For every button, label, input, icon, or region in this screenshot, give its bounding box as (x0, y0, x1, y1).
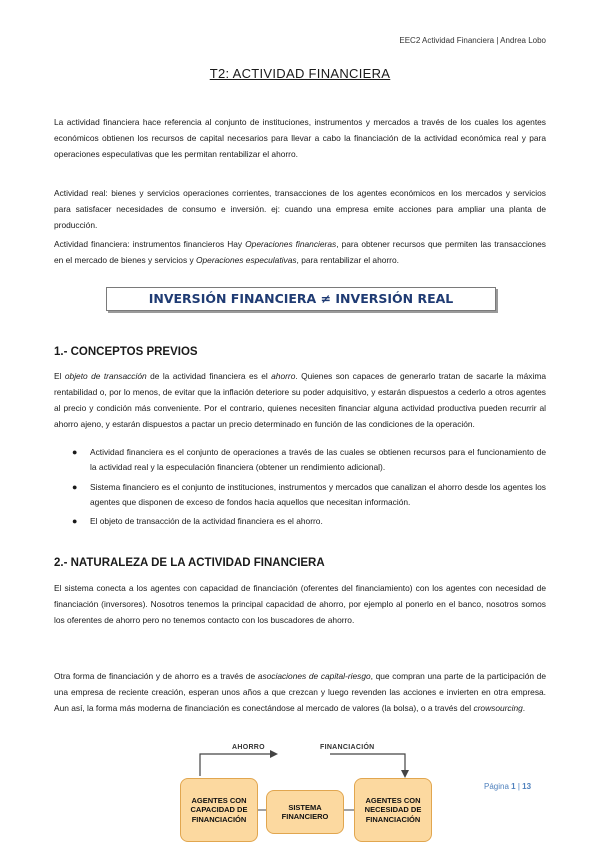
inversion-banner: INVERSIÓN FINANCIERA ≠ INVERSIÓN REAL (106, 287, 496, 311)
section-2-heading: 2.- NATURALEZA DE LA ACTIVIDAD FINANCIERA (54, 557, 325, 569)
bullet-icon: ● (72, 447, 78, 457)
sistema-financiero-box: SISTEMA FINANCIERO (266, 790, 344, 834)
intro-paragraph: La actividad financiera hace referencia al conjunto de instituciones, instrumentos y mercados a través de los cuales los agentes económicos obtienen los recursos de capital necesarios para llevar a cabo la financiación de la actividad económica real y para operaciones especulativas que les permitan rentabilizar el ahorro. (54, 117, 546, 159)
ahorro-label: AHORRO (232, 744, 265, 751)
section-1-heading: 1.- CONCEPTOS PREVIOS (54, 346, 198, 358)
section-2-paragraph-1: El sistema conecta a los agentes con capacidad de financiación (oferentes del financiamiento) con los agentes con necesidad de financiación (inversores). Nosotros tenemos la principal capacidad de ahorro, por ejemplo al ponerlo en el banco, nosotros somos los oferentes de ahorro pero no tenemos contacto con los buscadores de ahorro. (54, 583, 546, 625)
financial-flow-diagram (170, 740, 440, 848)
list-item: ● Actividad financiera es el conjunto de operaciones a través de las cuales se obtienen recursos para el funcionamiento de la actividad real y la especulación financiera (obtener un rendimiento adicional). (72, 447, 546, 473)
agentes-necesidad-box: AGENTES CON NECESIDAD DE FINANCIACIÓN (354, 778, 432, 842)
section-1-paragraph: El objeto de transacción de la actividad financiera es el ahorro. Quienes son capaces de generarlo tratan de sacarle la máxima rentabilidad o, por lo menos, de evitar que la inflación deteriore su poder adquisitivo, y estarán dispuestos a cederlo a otros agentes al precio y condición más conveniente. Por el contrario, quienes necesiten financiar alguna actividad productiva pueden recurrir al ahorro ajeno, y estarán dispuestos a pactar un precio determinado en función de las condiciones de la operación. (54, 371, 546, 429)
running-header: EEC2 Actividad Financiera | Andrea Lobo (399, 36, 546, 45)
actividad-real-paragraph: Actividad real: bienes y servicios operaciones corrientes, transacciones de los agentes económicos en los mercados y servicios para satisfacer necesidades de consumo e inversión. ej: cuando una empresa emite acciones para ampliar una planta de producción. (54, 188, 546, 230)
document-title: T2: ACTIVIDAD FINANCIERA (209, 66, 391, 81)
actividad-financiera-paragraph: Actividad financiera: instrumentos financieros Hay Operaciones financieras, para obtener recursos que permiten las transacciones en el mercado de bienes y servicios y Operaciones especulativas, para rentabilizar el ahorro. (54, 239, 546, 265)
bullet-icon: ● (72, 481, 78, 492)
page-number: Página 1 | 13 (484, 782, 532, 791)
agentes-capacidad-box: AGENTES CON CAPACIDAD DE FINANCIACIÓN (180, 778, 258, 842)
bullet-icon: ● (72, 516, 78, 527)
list-item: ● Sistema financiero es el conjunto de instituciones, instrumentos y mercados que canalizan el ahorro desde los agentes los agentes que disponen de exceso de fondos hacia aquellos que necesitan información. (72, 481, 546, 507)
concepts-list (54, 445, 546, 533)
financiacion-label: FINANCIACIÓN (320, 744, 375, 751)
list-item: ● El objeto de transacción de la actividad financiera es el ahorro. (54, 514, 546, 529)
section-2-paragraph-2: Otra forma de financiación y de ahorro es a través de asociaciones de capital-riesgo, que compran una parte de la participación de una empresa de reciente creación, esperan unos años a que crezcan y luego revenden las acciones e invierten en otra empresa. Aun así, la forma más moderna de financiación es conectándose al mercado de valores (la bolsa), o a través del crowsourcing. (54, 671, 546, 713)
